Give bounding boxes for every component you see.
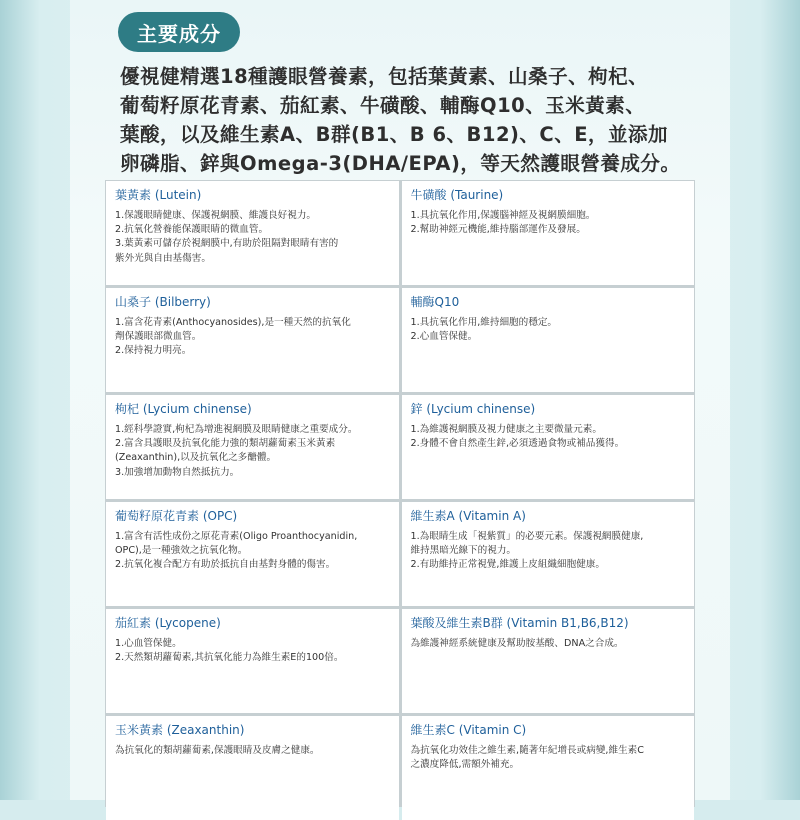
ingredient-cell-vitamin-c (402, 716, 695, 820)
intro-paragraph: 優視健精選18種護眼營養素，包括葉黃素、山桑子、枸杞、 葡萄籽原花青素、茄紅素、牛磺酸、輔酶Q10、玉米黃素、 葉酸，以及維生素A、B群(B1、B 6、B12)、C、E，並添加 卵磷脂、鋅與Omega-3(DHA/EPA)，等天然護眼營養成分。 (120, 65, 681, 175)
ingredient-title: 牛磺酸 (Taurine) (410, 188, 504, 202)
ingredient-description: 1.富含花青素(Anthocyanosides),是一種天然的抗氧化 劑保護眼部微血管。 2.保持視力明亮。 (115, 317, 351, 357)
ingredient-cell-lycopene (106, 609, 399, 713)
ingredient-cell-vitamin-a (402, 502, 695, 606)
ingredient-title: 輔酶Q10 (410, 295, 460, 309)
ingredient-description: 1.富含有活性成份之原花青素(Oligo Proanthocyanidin, OPC),是一種強效之抗氧化物。 2.抗氧化複合配方有助於抵抗自由基對身體的傷害。 (115, 531, 358, 571)
ingredient-cell-bilberry (106, 288, 399, 392)
ingredient-description: 1.心血管保健。 2.天然類胡蘿蔔素,其抗氧化能力為維生素E的100倍。 (115, 638, 344, 664)
ingredient-title: 玉米黃素 (Zeaxanthin) (115, 723, 245, 737)
ingredient-description: 為抗氧化功效佳之維生素,隨著年紀增長或病變,維生素C 之濃度降低,需額外補充。 (410, 745, 644, 771)
ingredient-cell-zeaxanthin (106, 716, 399, 820)
ingredient-cell-vitamin-b (402, 609, 695, 713)
ingredient-cell-coq10 (402, 288, 695, 392)
ingredient-description: 1.具抗氧化作用,維持細胞的穩定。 2.心血管保健。 (410, 317, 558, 343)
ingredient-description: 1.為維護視網膜及視力健康之主要微量元素。 2.身體不會自然產生鋅,必須透過食物或補品獲得。 (410, 424, 625, 450)
ingredient-title: 維生素C (Vitamin C) (410, 723, 527, 737)
ingredient-description: 1.經科學證實,枸杞為增進視網膜及眼睛健康之重要成分。 2.富含具護眼及抗氧化能力強的類胡蘿蔔素玉米黃素 (Zeaxanthin),以及抗氧化之多醣體。 3.加強增加動物自然抵抗力。 (115, 424, 358, 478)
ingredient-cell-opc (106, 502, 399, 606)
ingredient-description: 為抗氧化的類胡蘿蔔素,保護眼睛及皮膚之健康。 (115, 745, 320, 756)
ingredient-title: 維生素A (Vitamin A) (410, 509, 526, 523)
ingredient-description: 為維護神經系統健康及幫助胺基酸、DNA之合成。 (410, 638, 624, 649)
ingredient-cell-zinc (402, 395, 695, 499)
ingredient-title: 茄紅素 (Lycopene) (115, 616, 221, 630)
ingredient-description: 1.保護眼睛健康、保護視網膜、維護良好視力。 2.抗氧化營養能保護眼睛的微血管。 3.葉黃素可儲存於視網膜中,有助於阻隔對眼睛有害的 紫外光與自由基傷害。 (115, 210, 339, 264)
ingredient-description: 1.具抗氧化作用,保護腦神經及視網膜細胞。 2.幫助神經元機能,維持腦部運作及發展。 (410, 210, 596, 236)
ingredient-title: 枸杞 (Lycium chinense) (115, 402, 252, 416)
ingredient-title: 葉酸及維生素B群 (Vitamin B1,B6,B12) (410, 616, 629, 630)
section-title-badge: 主要成分 (118, 12, 240, 52)
ingredient-title: 山桑子 (Bilberry) (115, 295, 211, 309)
ingredient-title: 葉黃素 (Lutein) (115, 188, 202, 202)
ingredient-cell-goji (106, 395, 399, 499)
ingredient-cell-taurine (402, 181, 695, 285)
ingredient-cell-lutein (106, 181, 399, 285)
ingredient-description: 1.為眼睛生成「視紫質」的必要元素。保護視網膜健康, 維持黑暗光線下的視力。 2.有助維持正常視覺,維護上皮組織細胞健康。 (410, 531, 644, 571)
ingredient-title: 葡萄籽原花青素 (OPC) (115, 509, 238, 523)
ingredient-title: 鋅 (Lycium chinense) (410, 402, 536, 416)
ingredient-grid (105, 180, 695, 807)
